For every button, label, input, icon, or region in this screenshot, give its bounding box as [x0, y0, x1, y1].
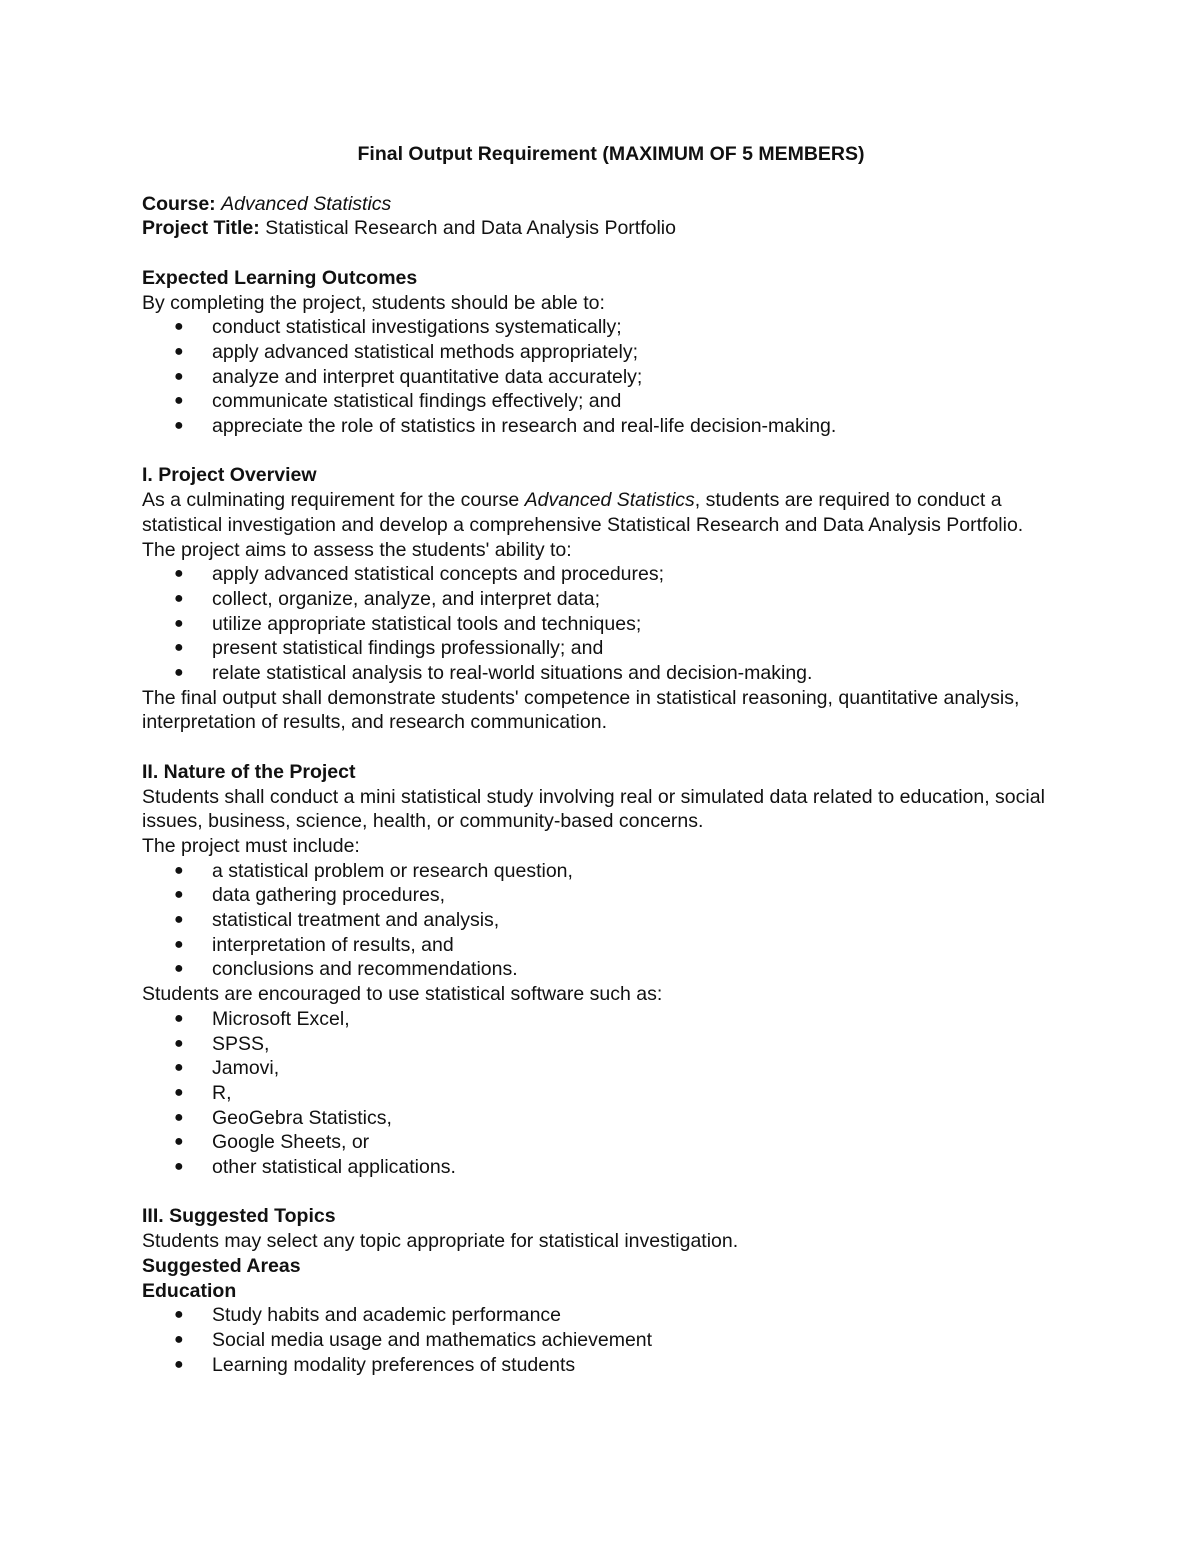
project-title-label: Project Title: [142, 217, 260, 240]
bullet-icon: ● [174, 367, 184, 385]
bullet-icon: ● [174, 392, 184, 410]
list-item [142, 1155, 1062, 1180]
nature-paragraph-2: The project must include: [142, 834, 360, 857]
bullet-icon: ● [174, 1009, 184, 1027]
bullet-icon: ● [174, 1306, 184, 1324]
list-item-text: Google Sheets, or [212, 1131, 370, 1154]
list-item [142, 1007, 1062, 1032]
list-item [142, 883, 1062, 908]
list-item-text: GeoGebra Statistics, [212, 1106, 392, 1129]
topics-heading: III. Suggested Topics [142, 1205, 336, 1228]
list-item-text: Social media usage and mathematics achievement [212, 1328, 653, 1351]
bullet-icon: ● [174, 589, 184, 607]
list-item-text: Learning modality preferences of students [212, 1353, 576, 1376]
nature-list [142, 859, 1062, 983]
document-title: Final Output Requirement (MAXIMUM OF 5 MEMBERS) [357, 143, 865, 165]
bullet-icon: ● [174, 1034, 184, 1052]
education-heading: Education [142, 1279, 237, 1302]
list-item-text: R, [212, 1081, 232, 1104]
outcomes-heading: Expected Learning Outcomes [142, 266, 418, 289]
list-item-text: relate statistical analysis to real-world situations and decision-making. [212, 662, 813, 685]
education-list [142, 1303, 1062, 1377]
list-item-text: SPSS, [212, 1032, 270, 1055]
course-label: Course: [142, 192, 216, 215]
overview-paragraph-2: The project aims to assess the students' ability to: [142, 538, 572, 561]
overview-text-start: As a culminating requirement for the course [142, 489, 525, 512]
overview-course-name: Advanced Statistics [524, 489, 695, 512]
list-item-text: collect, organize, analyze, and interpret data; [212, 587, 601, 610]
list-item [142, 562, 1062, 587]
list-item [142, 933, 1062, 958]
project-title-line [142, 216, 1062, 241]
bullet-icon: ● [174, 417, 184, 435]
list-item [142, 1328, 1062, 1353]
list-item-text: present statistical findings professionally; and [212, 637, 604, 660]
list-item [142, 908, 1062, 933]
list-item [142, 1130, 1062, 1155]
bullet-icon: ● [174, 664, 184, 682]
course-line [142, 192, 1062, 217]
nature-paragraph-1: Students shall conduct a mini statistical study involving real or simulated data related to education, social issues, business, science, health, or community-based concerns. [142, 785, 1045, 833]
list-item-text: Microsoft Excel, [212, 1007, 350, 1030]
list-item-text: utilize appropriate statistical tools and techniques; [212, 612, 642, 635]
bullet-icon: ● [174, 1330, 184, 1348]
bullet-icon: ● [174, 1059, 184, 1077]
list-item [142, 340, 1062, 365]
list-item-text: interpretation of results, and [212, 933, 454, 956]
list-item [142, 315, 1062, 340]
list-item [142, 1106, 1062, 1131]
list-item [142, 859, 1062, 884]
document-page [142, 142, 1062, 1377]
outcomes-list [142, 315, 1062, 439]
overview-text-end: , students are required to conduct a statistical investigation and develop a comprehensive Statistical Research and Data Analysis Portfolio. [142, 489, 1024, 536]
list-item [142, 587, 1062, 612]
bullet-icon: ● [174, 960, 184, 978]
list-item [142, 1056, 1062, 1081]
bullet-icon: ● [174, 1083, 184, 1101]
bullet-icon: ● [174, 1108, 184, 1126]
list-item-text: Study habits and academic performance [212, 1304, 562, 1327]
suggested-areas-heading: Suggested Areas [142, 1254, 301, 1277]
overview-paragraph-3: The final output shall demonstrate students' competence in statistical reasoning, quantitative analysis, interpretation of results, and research communication. [142, 686, 1020, 734]
overview-heading: I. Project Overview [142, 464, 317, 487]
project-title-value: Statistical Research and Data Analysis Portfolio [265, 217, 676, 240]
bullet-icon: ● [174, 565, 184, 583]
list-item-text: analyze and interpret quantitative data accurately; [212, 365, 643, 388]
bullet-icon: ● [174, 886, 184, 904]
list-item [142, 1032, 1062, 1057]
list-item [142, 1081, 1062, 1106]
list-item [142, 365, 1062, 390]
list-item [142, 1353, 1062, 1378]
list-item-text: other statistical applications. [212, 1156, 456, 1179]
bullet-icon: ● [174, 911, 184, 929]
list-item [142, 612, 1062, 637]
outcomes-intro: By completing the project, students should be able to: [142, 291, 605, 314]
list-item-text: apply advanced statistical methods appropriately; [212, 340, 638, 363]
list-item [142, 414, 1062, 439]
list-item-text: statistical treatment and analysis, [212, 909, 500, 932]
list-item-text: appreciate the role of statistics in research and real-life decision-making. [212, 415, 837, 438]
bullet-icon: ● [174, 639, 184, 657]
topics-paragraph: Students may select any topic appropriate for statistical investigation. [142, 1230, 739, 1253]
list-item [142, 1303, 1062, 1328]
course-value: Advanced Statistics [221, 192, 392, 215]
list-item-text: apply advanced statistical concepts and procedures; [212, 563, 665, 586]
list-item [142, 957, 1062, 982]
list-item [142, 661, 1062, 686]
list-item-text: conduct statistical investigations systematically; [212, 316, 622, 339]
bullet-icon: ● [174, 1158, 184, 1176]
bullet-icon: ● [174, 342, 184, 360]
list-item-text: communicate statistical findings effectively; and [212, 390, 622, 413]
list-item-text: Jamovi, [212, 1057, 280, 1080]
nature-heading: II. Nature of the Project [142, 760, 356, 783]
overview-list [142, 562, 1062, 686]
software-list [142, 1007, 1062, 1180]
bullet-icon: ● [174, 861, 184, 879]
bullet-icon: ● [174, 1355, 184, 1373]
list-item [142, 389, 1062, 414]
list-item [142, 636, 1062, 661]
bullet-icon: ● [174, 614, 184, 632]
bullet-icon: ● [174, 935, 184, 953]
list-item-text: a statistical problem or research question, [212, 859, 573, 882]
bullet-icon: ● [174, 318, 184, 336]
bullet-icon: ● [174, 1133, 184, 1151]
list-item-text: data gathering procedures, [212, 884, 446, 907]
list-item-text: conclusions and recommendations. [212, 958, 518, 981]
overview-paragraph-1 [142, 488, 1062, 537]
nature-paragraph-3: Students are encouraged to use statistical software such as: [142, 983, 663, 1006]
